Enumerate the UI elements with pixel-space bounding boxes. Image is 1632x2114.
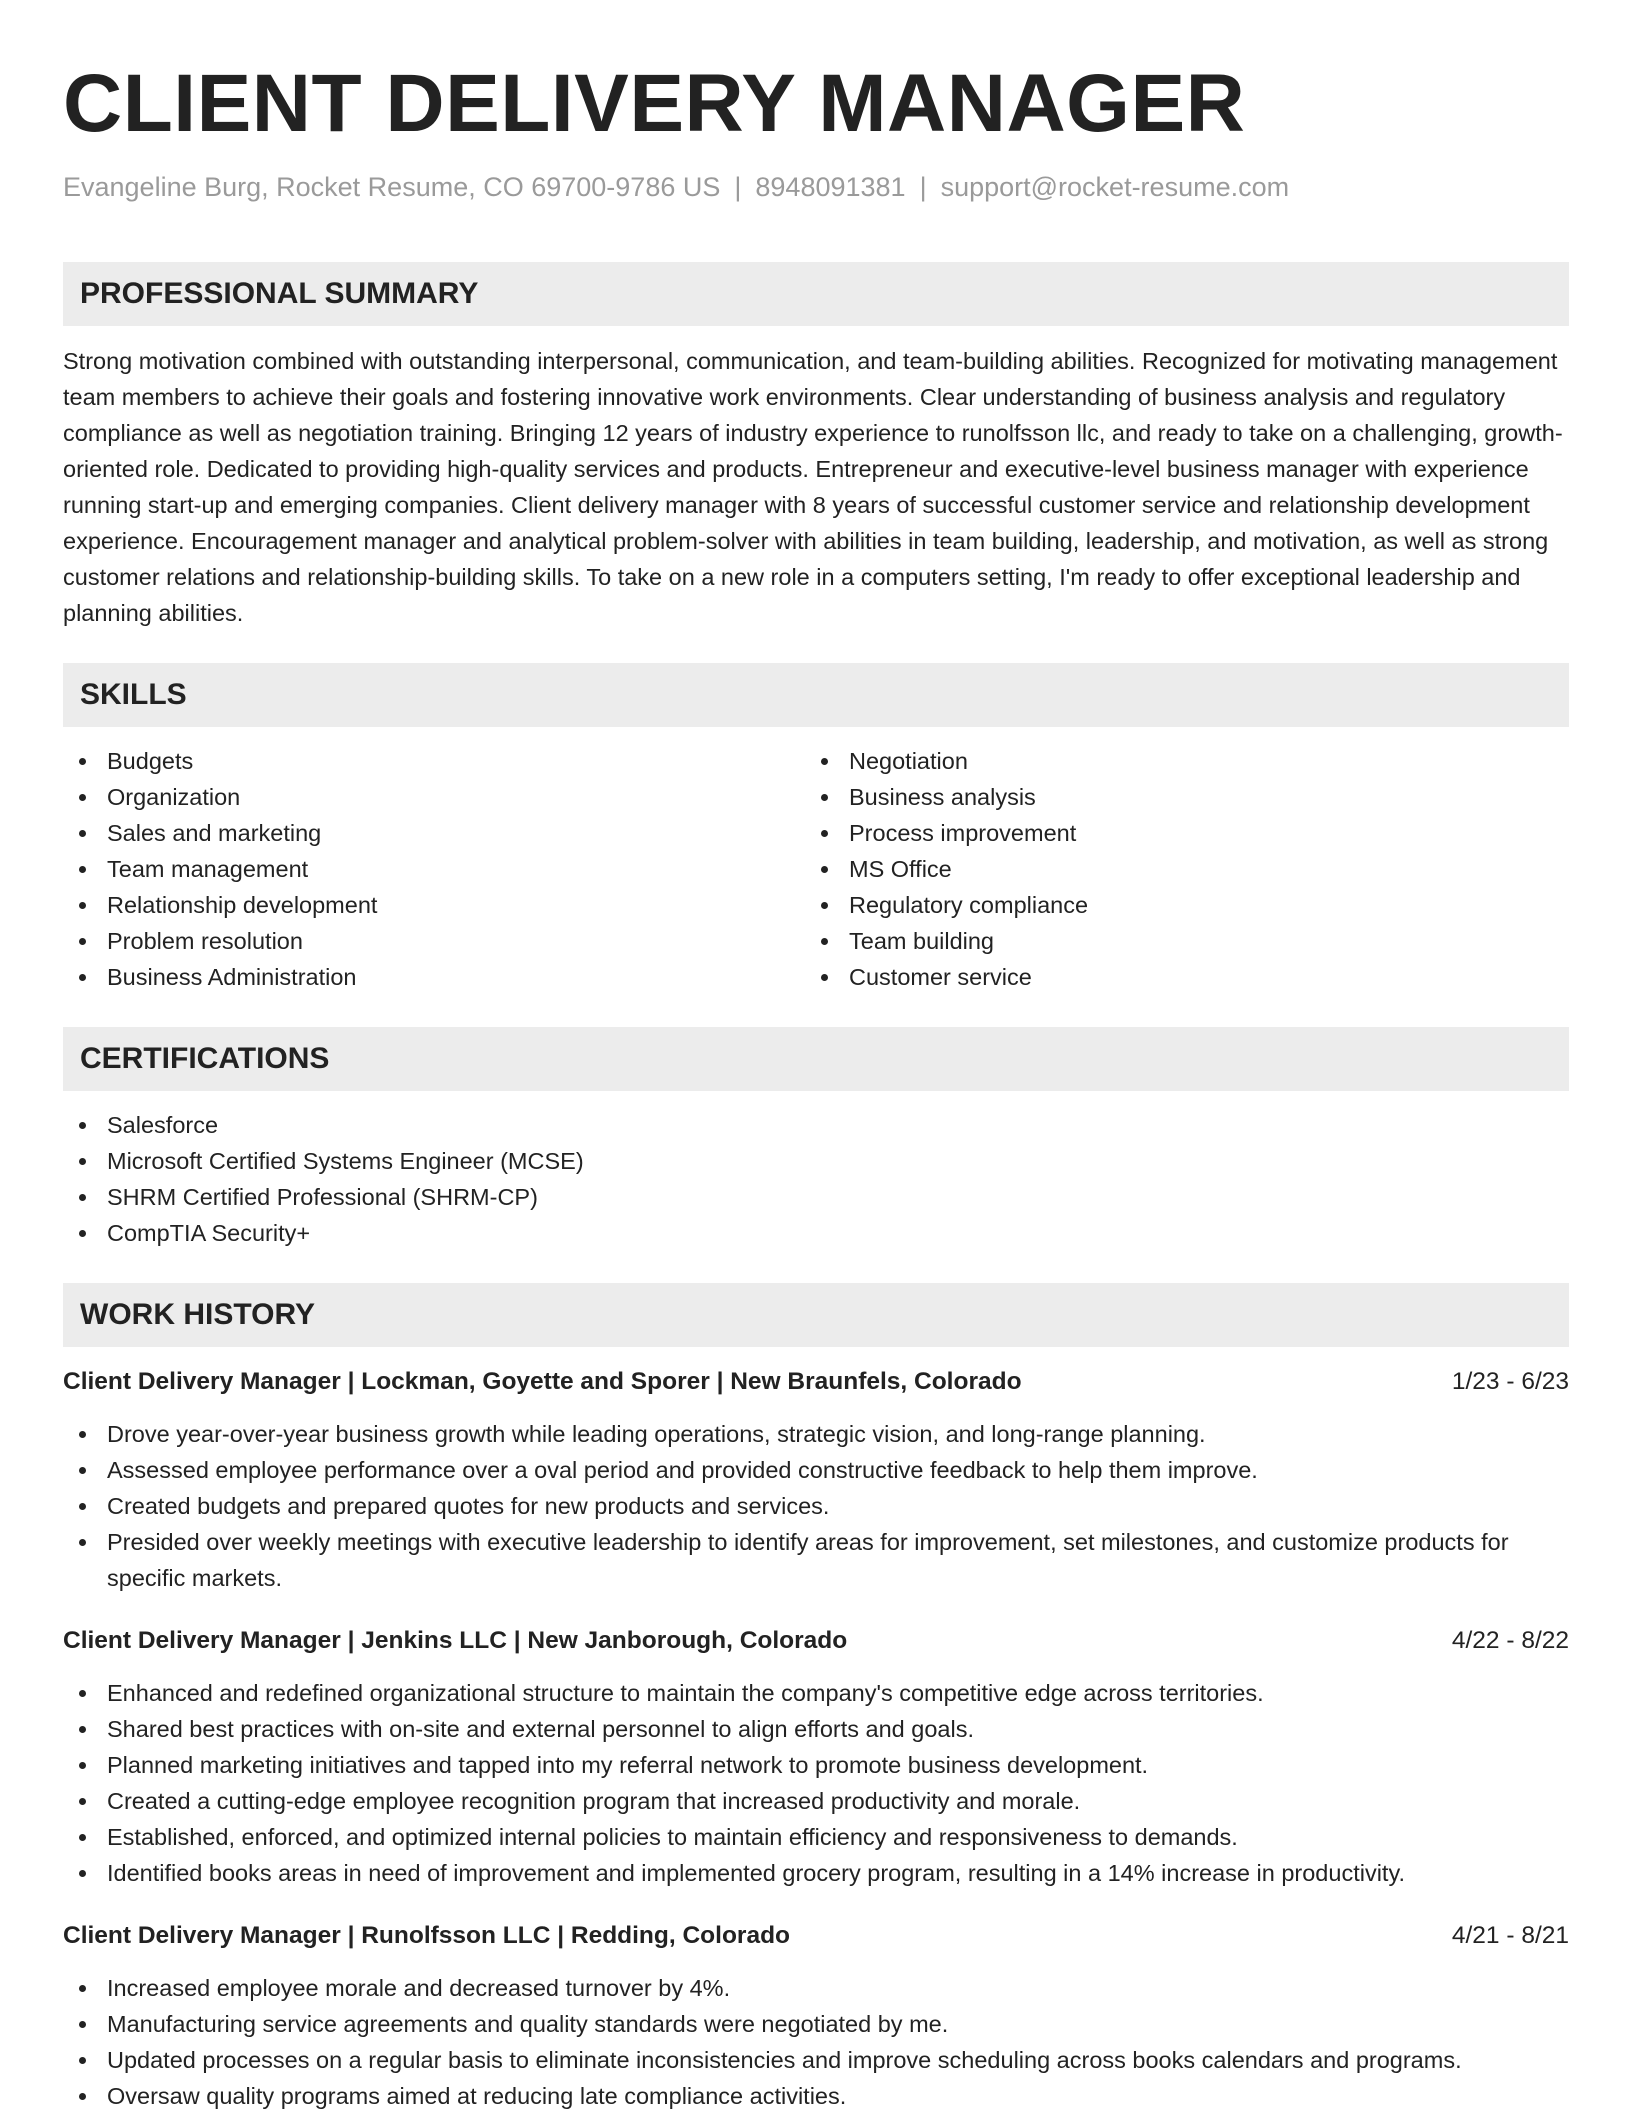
job-dates: 4/22 - 8/22: [1451, 1627, 1569, 1654]
contact-separator: |: [734, 172, 742, 202]
job-bullet: Shared best practices with on-site and external personnel to align efforts and goals.: [63, 1711, 1569, 1747]
skill-item: Regulatory compliance: [805, 887, 1569, 923]
job-bullet: Updated processes on a regular basis to eliminate inconsistencies and improve scheduling across books calendars and programs.: [63, 2042, 1569, 2078]
skill-item: Negotiation: [805, 743, 1569, 779]
contact-email: support@rocket-resume.com: [940, 172, 1290, 202]
job-dates: 4/21 - 8/21: [1451, 1922, 1569, 1949]
job-title: Client Delivery Manager | Runolfsson LLC | Redding, Colorado: [63, 1922, 790, 1949]
skills-heading: SKILLS: [63, 663, 1569, 727]
contact-line: [63, 170, 1569, 204]
skill-item: Sales and marketing: [63, 815, 805, 851]
contact-phone: 8948091381: [755, 172, 906, 202]
job-dates: 1/23 - 6/23: [1451, 1368, 1569, 1395]
job-bullet: Presided over weekly meetings with executive leadership to identify areas for improvement, set milestones, and customize products for specific markets.: [63, 1524, 1569, 1596]
job-bullets: [63, 1675, 1569, 1891]
skill-item: Customer service: [805, 959, 1569, 995]
skill-item: Team management: [63, 851, 805, 887]
job-bullet: Drove year-over-year business growth while leading operations, strategic vision, and long-range planning.: [63, 1416, 1569, 1452]
job-header: [63, 1365, 1569, 1399]
job-header: [63, 1624, 1569, 1658]
skills-list-right: [805, 743, 1569, 995]
summary-text: Strong motivation combined with outstanding interpersonal, communication, and team-building abilities. Recognized for motivating management team members to achieve their goals and fostering innovative work environments. Clear understanding of business analysis and regulatory compliance as well as negotiation training. Bringing 12 years of industry experience to runolfsson llc, and ready to take on a challenging, growth-oriented role. Dedicated to providing high-quality services and products. Entrepreneur and executive-level business manager with experience running start-up and emerging companies. Client delivery manager with 8 years of successful customer service and relationship development experience. Encouragement manager and analytical problem-solver with abilities in team building, leadership, and motivation, as well as strong customer relations and relationship-building skills. To take on a new role in a computers setting, I'm ready to offer exceptional leadership and planning abilities.: [63, 348, 1563, 626]
skill-item: MS Office: [805, 851, 1569, 887]
job-title: Client Delivery Manager | Jenkins LLC | New Janborough, Colorado: [63, 1627, 848, 1654]
certification-item: CompTIA Security+: [63, 1215, 1569, 1251]
job-entry: [63, 1624, 1569, 1891]
job-bullets: [63, 1416, 1569, 1596]
skills-columns: [63, 743, 1569, 995]
skill-item: Team building: [805, 923, 1569, 959]
job-bullet: Created a cutting-edge employee recognition program that increased productivity and morale.: [63, 1783, 1569, 1819]
skill-item: Problem resolution: [63, 923, 805, 959]
skill-item: Business analysis: [805, 779, 1569, 815]
skill-item: Business Administration: [63, 959, 805, 995]
contact-address: Evangeline Burg, Rocket Resume, CO 69700-9786 US: [63, 172, 721, 202]
job-header: [63, 1919, 1569, 1953]
skill-item: Budgets: [63, 743, 805, 779]
job-bullet: Oversaw quality programs aimed at reducing late compliance activities.: [63, 2078, 1569, 2114]
job-bullet: Established, enforced, and optimized internal policies to maintain efficiency and responsiveness to demands.: [63, 1819, 1569, 1855]
certification-item: Microsoft Certified Systems Engineer (MCSE): [63, 1143, 1569, 1179]
certification-item: SHRM Certified Professional (SHRM-CP): [63, 1179, 1569, 1215]
job-title: Client Delivery Manager | Lockman, Goyette and Sporer | New Braunfels, Colorado: [63, 1368, 1022, 1395]
job-bullet: Planned marketing initiatives and tapped into my referral network to promote business development.: [63, 1747, 1569, 1783]
certification-item: Salesforce: [63, 1107, 1569, 1143]
job-bullet: Increased employee morale and decreased turnover by 4%.: [63, 1970, 1569, 2006]
summary-heading: PROFESSIONAL SUMMARY: [63, 262, 1569, 326]
job-bullets: [63, 1970, 1569, 2114]
job-bullet: Manufacturing service agreements and quality standards were negotiated by me.: [63, 2006, 1569, 2042]
job-bullet: Created budgets and prepared quotes for new products and services.: [63, 1488, 1569, 1524]
job-bullet: Identified books areas in need of improvement and implemented grocery program, resulting in a 14% increase in productivity.: [63, 1855, 1569, 1891]
resume-title: CLIENT DELIVERY MANAGER: [63, 58, 1246, 149]
skills-list-left: [63, 743, 805, 995]
certifications-list: [63, 1107, 1569, 1251]
skill-item: Process improvement: [805, 815, 1569, 851]
contact-separator: |: [919, 172, 927, 202]
job-entry: [63, 1365, 1569, 1596]
job-entry: [63, 1919, 1569, 2114]
skill-item: Relationship development: [63, 887, 805, 923]
skill-item: Organization: [63, 779, 805, 815]
certifications-heading: CERTIFICATIONS: [63, 1027, 1569, 1091]
job-bullet: Assessed employee performance over a oval period and provided constructive feedback to help them improve.: [63, 1452, 1569, 1488]
work-history-heading: WORK HISTORY: [63, 1283, 1569, 1347]
job-bullet: Enhanced and redefined organizational structure to maintain the company's competitive edge across territories.: [63, 1675, 1569, 1711]
